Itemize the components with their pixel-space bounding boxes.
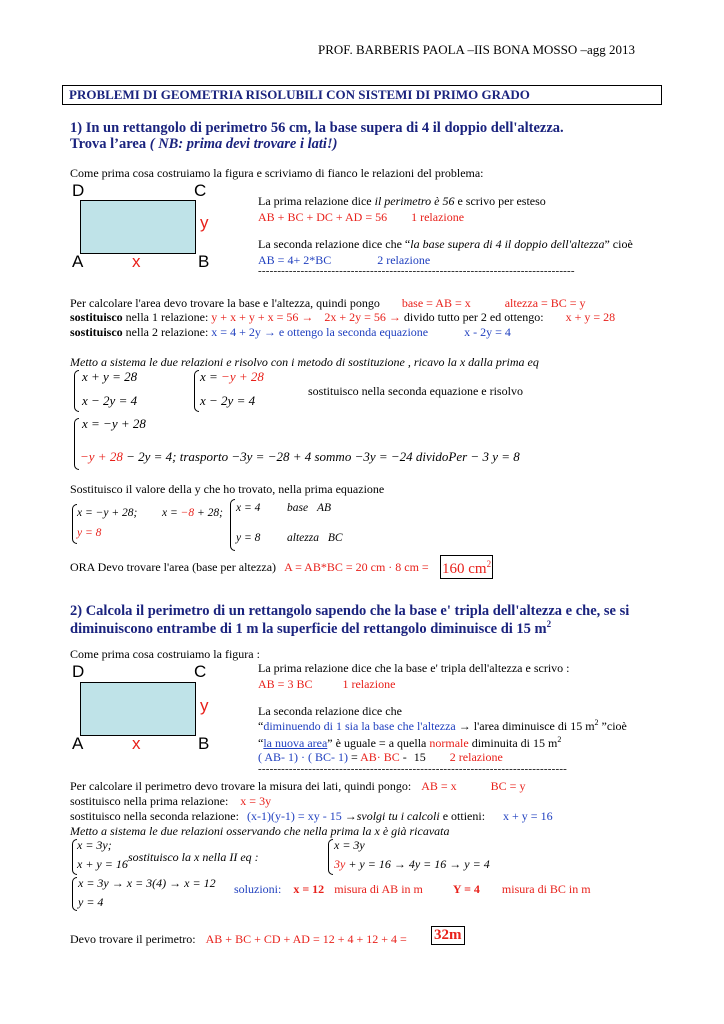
p1-systemD-eq2: y = 8 <box>77 527 102 539</box>
p1-relation2-text: La seconda relazione dice che “la base supera di 4 il doppio dell'altezza” cioè <box>258 237 633 251</box>
p1-systemE-eq1: x = 4 <box>236 502 261 514</box>
fig2-label-y: y <box>200 696 209 715</box>
p1-systemB-eq1: x = −y + 28 <box>200 369 264 384</box>
problem2-intro: Come prima cosa costruiamo la figura : <box>70 647 260 661</box>
problem1-line1: 1) In un rettangolo di perimetro 56 cm, la base supera di 4 il doppio dell'altezza. <box>70 120 564 136</box>
p2-systemB-eq2: 3y + y = 16 → 4y = 16 → y = 4 <box>334 857 490 871</box>
page-header: PROF. BARBERIS PAOLA –IIS BONA MOSSO –agg 2013 <box>318 42 636 57</box>
p1-systemD-eq1: x = −y + 28; <box>77 507 138 519</box>
p1-relation2-eq: AB = 4+ 2*BC 2 relazione <box>258 253 431 267</box>
fig2-label-x: x <box>132 734 141 753</box>
problem1-intro: Come prima cosa costruiamo la figura e scriviamo di fianco le relazioni del problema: <box>70 166 484 180</box>
p1-relation1-text: La prima relazione dice il perimetro è 56 e scrivo per esteso <box>258 194 546 208</box>
p1-area-result: 160 $cm^2$ <box>440 555 493 579</box>
p2-perimeter-result: 32m <box>431 926 465 945</box>
p1-systemC-brace <box>74 418 79 470</box>
p1-systemC-eq2: −y + 28 − 2y = 4; trasporto −3y = −28 + 4 sommo −3y = −24 dividoPer − 3 y = 8 <box>80 449 520 464</box>
problem1-line2: Trova l’area ( NB: prima devi trovare i lati!) <box>70 136 338 152</box>
p2-systemC-eq2: y = 4 <box>78 895 104 909</box>
p2-sub1-line: sostituisco nella prima relazione: x = 3y <box>70 794 272 808</box>
p1-systemB-eq2: x − 2y = 4 <box>200 393 256 408</box>
fig2-rectangle <box>80 682 196 736</box>
p2-relation2-eq: ( AB- 1) · ( BC- 1) = AB· BC - 15 2 relazione <box>258 750 503 764</box>
p1-systemC-eq1: x = −y + 28 <box>82 416 146 431</box>
p1-systemE-base: base AB <box>287 502 332 514</box>
p2-perimeter-line: Devo trovare il perimetro: AB + BC + CD + AD = 12 + 4 + 12 + 4 = <box>70 932 407 946</box>
page-title: PROBLEMI DI GEOMETRIA RISOLUBILI CON SISTEMI DI PRIMO GRADO <box>69 87 530 102</box>
fig1-label-x: x <box>132 252 141 271</box>
problem2-line1: 2) Calcola il perimetro di un rettangolo sapendo che la base e' tripla dell'altezza e che, se si <box>70 603 630 619</box>
title-box <box>62 85 662 105</box>
p1-sub1-line: sostituisco nella 1 relazione: y + x + y + x = 56 → 2x + 2y = 56 → divido tutto per 2 ed ottengo: x + y = 28 <box>70 310 616 324</box>
p2-calc-line: Per calcolare il perimetro devo trovare la misura dei lati, quindi pongo: AB = x BC = y <box>70 779 526 793</box>
p2-method-note: Metto a sistema le due relazioni osservando che nella prima la x è già ricavata <box>70 824 450 838</box>
p2-relation1-text: La prima relazione dice che la base e' tripla dell'altezza e scrivo : <box>258 661 570 675</box>
p1-calc-line: Per calcolare l'area devo trovare la base e l'altezza, quindi pongo base = AB = x altezza = BC = y <box>70 296 586 310</box>
p2-sub2-line: sostituisco nella seconda relazione: (x-1)(y-1) = xy - 15 →svolgi tu i calcoli e ottieni: x + y = 16 <box>70 809 553 823</box>
fig1-rectangle <box>80 200 196 254</box>
p1-area-line: ORA Devo trovare l'area (base per altezza) A = AB*BC = 20 cm · 8 cm = <box>70 560 429 574</box>
p2-systemB-eq1: x = 3y <box>334 838 365 852</box>
p1-relation1-eq: AB + BC + DC + AD = 56 1 relazione <box>258 210 465 224</box>
p2-solutions: soluzioni: x = 12 misura di AB in m Y = 4 misura di BC in m <box>234 882 591 896</box>
problem2-line2: diminuiscono entrambe di 1 m la superficie del rettangolo diminuisce di 15 $m^2$ <box>70 619 552 637</box>
p1-method-note: Metto a sistema le due relazioni e risolvo con i metodo di sostituzione , ricavo la x dalla prima eq <box>70 355 539 369</box>
p1-systemA-eq1: x + y = 28 <box>82 369 138 384</box>
fig2-label-C: C <box>194 662 207 681</box>
p2-systemA-eq2: x + y = 16 <box>77 857 128 871</box>
p2-systemB-brace <box>328 839 333 875</box>
p1-systemE-brace <box>230 499 235 551</box>
fig1-label-A: A <box>72 252 84 271</box>
p2-dashes: -------------------------------------------------------------------------------- <box>258 763 568 775</box>
p1-substitute-value-note: Sostituisco il valore della y che ho trovato, nella prima equazione <box>70 482 385 496</box>
p1-dashes: ---------------------------------------------------------------------------------- <box>258 265 575 277</box>
p1-systemD-eq1b: x = −8 + 28; <box>162 507 223 519</box>
fig1-label-D: D <box>72 181 85 200</box>
p1-systemE-eq2: y = 8 <box>236 532 261 544</box>
p1-systemE-altezza: altezza BC <box>287 532 343 544</box>
p1-systemA-brace <box>74 370 79 412</box>
p2-relation2-line2: “la nuova area” è uguale = a quella normale diminuita di 15 $m^2$ <box>258 735 562 750</box>
fig2-label-D: D <box>72 662 85 681</box>
fig1-label-y: y <box>200 213 209 232</box>
p2-systemC-eq1: x = 3y → x = 3(4) → x = 12 <box>78 876 216 890</box>
p1-sub2-line: sostituisco nella 2 relazione: x = 4 + 2y → e ottengo la seconda equazione x - 2y = 4 <box>70 325 511 339</box>
p2-relation1-eq: AB = 3 BC 1 relazione <box>258 677 396 691</box>
fig2-label-A: A <box>72 734 84 753</box>
p2-systemC-brace <box>72 877 77 911</box>
p2-systemA-eq1: x = 3y; <box>77 838 112 852</box>
p1-systemB-brace <box>194 370 199 412</box>
p2-systemA-note: sostituisco la x nella II eq : <box>128 850 259 864</box>
p2-relation2-text: La seconda relazione dice che <box>258 704 402 718</box>
p2-relation2-line: “diminuendo di 1 sia la base che l'altezza → l'area diminuisce di 15 $m^2$ ”cioè <box>258 718 627 733</box>
fig2-label-B: B <box>198 734 210 753</box>
fig1-label-C: C <box>194 181 207 200</box>
p1-substitute-note: sostituisco nella seconda equazione e risolvo <box>308 384 523 398</box>
p1-systemA-eq2: x − 2y = 4 <box>82 393 138 408</box>
fig1-label-B: B <box>198 252 210 271</box>
